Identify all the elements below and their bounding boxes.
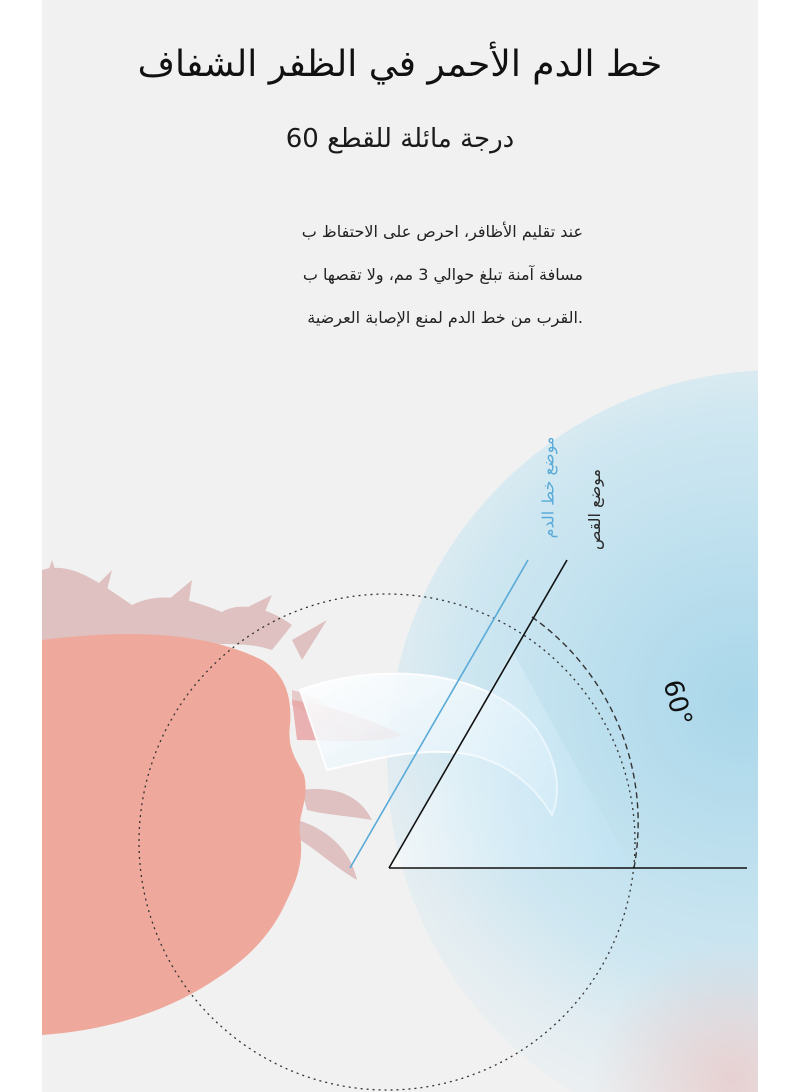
description-line: .القرب من خط الدم لمنع الإصابة العرضية [307, 308, 583, 327]
pink-corner-glow [542, 940, 758, 1092]
cut-position-label: موضع القص [585, 468, 605, 551]
description [183, 210, 583, 339]
diagram-canvas [42, 0, 758, 1092]
paw-skin [42, 634, 306, 1035]
subtitle: درجة مائلة للقطع 60 [285, 124, 515, 154]
page-title: خط الدم الأحمر في الظفر الشفاف [137, 44, 663, 85]
paw-nail-illustration [42, 0, 758, 1092]
description-line: عند تقليم الأظافر، احرص على الاحتفاظ ب [301, 222, 583, 241]
right-margin [758, 0, 800, 1092]
description-line: مسافة آمنة تبلغ حوالي 3 مم، ولا تقصها ب [302, 265, 583, 284]
angle-label: 60° [656, 676, 698, 730]
blood-line-label: موضع خط الدم [538, 436, 558, 539]
